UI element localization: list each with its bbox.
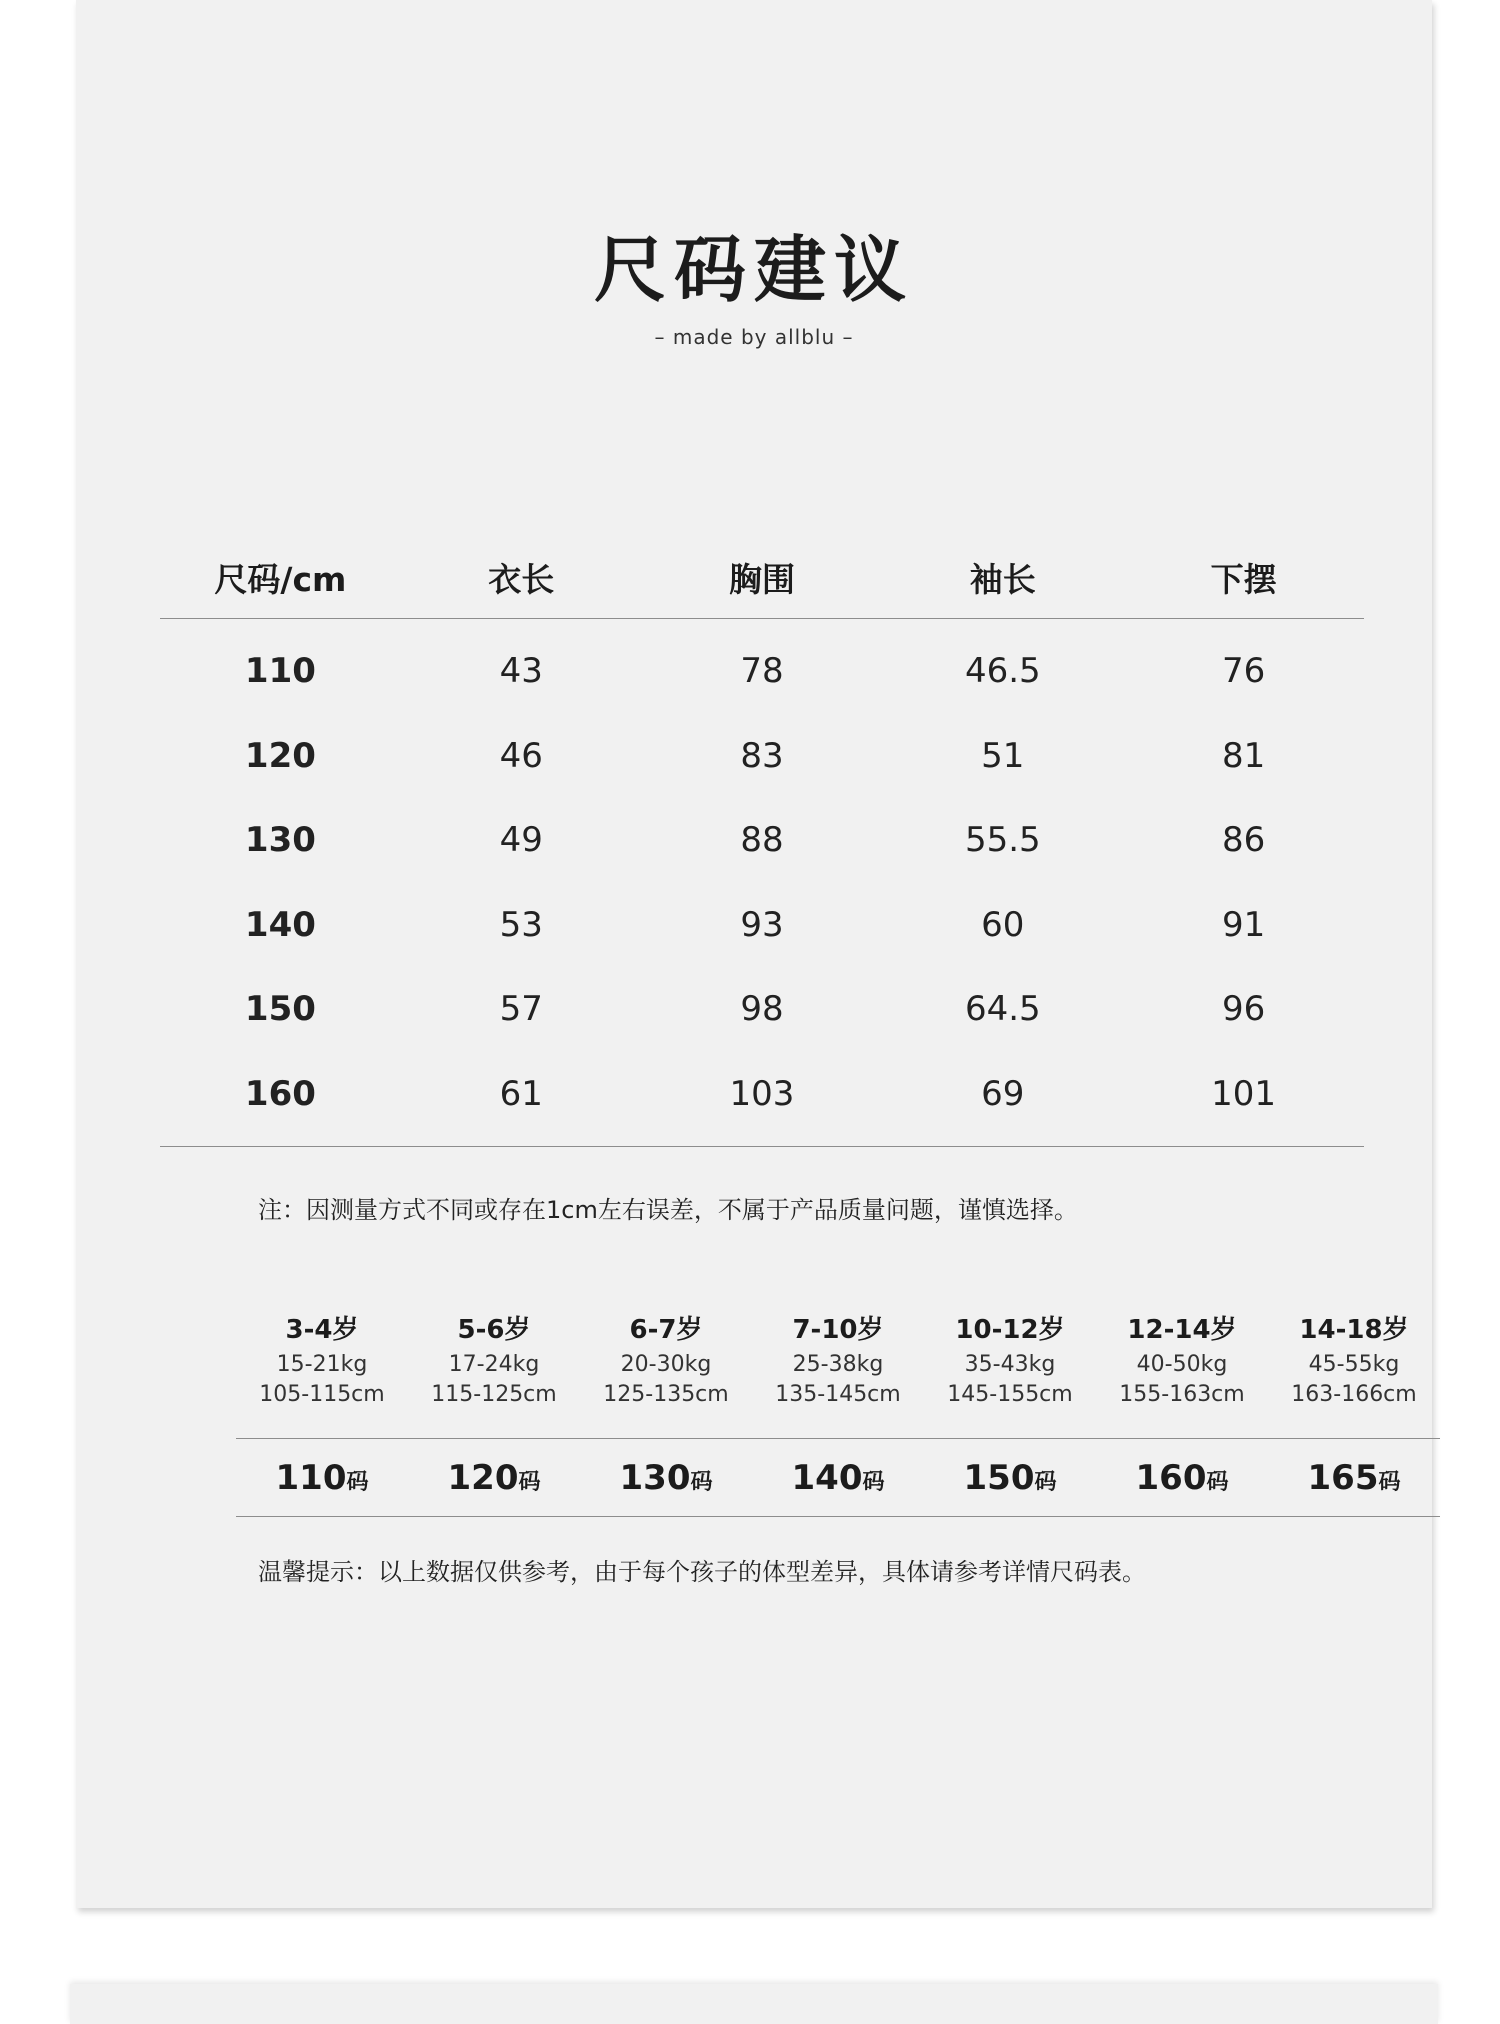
row-size: 160 — [244, 1073, 316, 1114]
recommended-size — [236, 1458, 408, 1498]
age-label: 10-12岁 — [955, 1315, 1065, 1345]
height-range: 105-115cm — [259, 1382, 385, 1407]
row-length: 53 — [499, 904, 543, 945]
recommended-size — [1096, 1458, 1268, 1498]
row-length: 57 — [499, 989, 543, 1030]
weight-range: 25-38kg — [792, 1352, 884, 1377]
row-length: 43 — [499, 651, 543, 692]
age-group — [752, 1310, 924, 1410]
row-size: 140 — [244, 904, 316, 945]
recommended-size — [1268, 1458, 1440, 1498]
age-group — [924, 1310, 1096, 1410]
header-size: 尺码/cm — [214, 559, 347, 599]
row-sleeve: 55.5 — [964, 820, 1041, 861]
height-range: 155-163cm — [1119, 1382, 1245, 1407]
age-group — [580, 1310, 752, 1410]
age-label: 5-6岁 — [457, 1315, 531, 1345]
table-row — [160, 798, 1364, 883]
row-chest: 98 — [740, 989, 784, 1030]
row-sleeve: 46.5 — [964, 651, 1041, 692]
recommended-size — [408, 1458, 580, 1498]
age-label: 14-18岁 — [1299, 1315, 1409, 1345]
age-group — [1268, 1310, 1440, 1410]
recommended-size — [752, 1458, 924, 1498]
row-sleeve: 64.5 — [964, 989, 1041, 1030]
height-range: 135-145cm — [775, 1382, 901, 1407]
size-number: 130 — [619, 1457, 691, 1498]
row-length: 49 — [499, 820, 543, 861]
row-chest: 93 — [740, 904, 784, 945]
table-row — [160, 967, 1364, 1052]
table-row — [160, 883, 1364, 968]
height-range: 115-125cm — [431, 1382, 557, 1407]
age-info-row — [236, 1310, 1440, 1410]
header-length: 衣长 — [488, 559, 555, 599]
page-subtitle: – made by allblu – — [654, 325, 854, 349]
height-range: 125-135cm — [603, 1382, 729, 1407]
next-card-edge — [70, 1984, 1438, 2024]
measurement-note: 注：因测量方式不同或存在1cm左右误差，不属于产品质量问题，谨慎选择。 — [258, 1196, 1078, 1224]
row-hem: 91 — [1221, 904, 1266, 945]
size-unit: 码 — [1206, 1469, 1229, 1495]
size-unit: 码 — [518, 1469, 541, 1495]
row-size: 130 — [244, 820, 316, 861]
row-hem: 86 — [1221, 820, 1266, 861]
height-range: 145-155cm — [947, 1382, 1073, 1407]
size-unit: 码 — [1034, 1469, 1057, 1495]
size-number: 165 — [1307, 1457, 1379, 1498]
age-size-guide — [236, 1310, 1440, 1517]
weight-range: 35-43kg — [964, 1352, 1056, 1377]
age-group — [236, 1310, 408, 1410]
size-unit: 码 — [690, 1469, 713, 1495]
row-chest: 83 — [740, 735, 784, 776]
size-unit: 码 — [862, 1469, 885, 1495]
tip-text: 温馨提示：以上数据仅供参考，由于每个孩子的体型差异，具体请参考详情尺码表。 — [258, 1558, 1146, 1586]
age-label: 6-7岁 — [629, 1315, 703, 1345]
recommended-size — [924, 1458, 1096, 1498]
row-hem: 81 — [1221, 735, 1266, 776]
height-range: 163-166cm — [1291, 1382, 1417, 1407]
size-unit: 码 — [346, 1469, 369, 1495]
row-chest: 103 — [729, 1073, 795, 1114]
age-label: 12-14岁 — [1127, 1315, 1237, 1345]
row-size: 110 — [244, 651, 316, 692]
age-label: 7-10岁 — [792, 1315, 884, 1345]
recommended-size — [580, 1458, 752, 1498]
row-chest: 78 — [740, 651, 784, 692]
size-number: 120 — [447, 1457, 519, 1498]
age-group — [408, 1310, 580, 1410]
size-number: 140 — [791, 1457, 863, 1498]
row-length: 61 — [499, 1073, 543, 1114]
weight-range: 40-50kg — [1136, 1352, 1228, 1377]
size-number: 110 — [275, 1457, 347, 1498]
page-title: 尺码建议 — [593, 228, 914, 312]
size-guide-card — [76, 0, 1432, 1908]
row-hem: 96 — [1221, 989, 1266, 1030]
row-size: 120 — [244, 735, 316, 776]
age-label: 3-4岁 — [285, 1315, 359, 1345]
row-hem: 76 — [1221, 651, 1266, 692]
age-group — [1096, 1310, 1268, 1410]
table-row — [160, 1052, 1364, 1137]
header-hem: 下摆 — [1210, 559, 1277, 599]
row-length: 46 — [499, 735, 543, 776]
weight-range: 45-55kg — [1308, 1352, 1400, 1377]
row-chest: 88 — [740, 820, 784, 861]
table-row — [160, 629, 1364, 714]
size-table-header — [160, 536, 1364, 619]
header-chest: 胸围 — [728, 559, 795, 599]
row-sleeve: 60 — [981, 904, 1025, 945]
row-sleeve: 51 — [981, 735, 1025, 776]
size-table — [160, 536, 1364, 1147]
weight-range: 15-21kg — [276, 1352, 368, 1377]
weight-range: 17-24kg — [448, 1352, 540, 1377]
header-sleeve: 袖长 — [969, 559, 1036, 599]
table-row — [160, 714, 1364, 799]
recommended-size-row — [236, 1439, 1440, 1517]
size-table-body — [160, 619, 1364, 1147]
size-number: 160 — [1135, 1457, 1207, 1498]
size-unit: 码 — [1378, 1469, 1401, 1495]
weight-range: 20-30kg — [620, 1352, 712, 1377]
row-hem: 101 — [1211, 1073, 1277, 1114]
row-sleeve: 69 — [981, 1073, 1025, 1114]
row-size: 150 — [244, 989, 316, 1030]
size-number: 150 — [963, 1457, 1035, 1498]
